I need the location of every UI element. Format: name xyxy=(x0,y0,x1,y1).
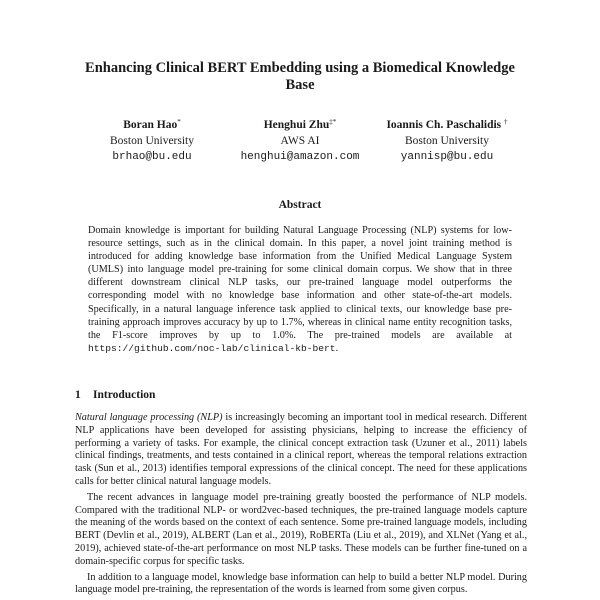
author-name: Henghui Zhu‡* xyxy=(263,118,337,131)
abstract-heading: Abstract xyxy=(278,199,322,211)
abstract-body: Domain knowledge is important for building Natural Language Processing (NLP) systems for low-resource settings, such as in the clinical domain. In this paper, a novel joint training method is introduced for adding knowledge base information from the Unified Medical Language System (UMLS) into language model pre-training for some clinical domain corpus. We show that in three different downstream clinical NLP tasks, our pre-trained language model outperforms the corresponding model with no knowledge base information and other state-of-the-art models. Specifically, in a natural language inference task applied to clinical texts, our knowledge base pre-training approach improves accuracy by up to 1.7%, whereas in clinical name entity recognition tasks, the F1-score improves by up to 1.0%. The pre-trained models are available at https://github.com/noc-lab/clinical-kb-bert. xyxy=(88,225,512,354)
paragraph: Natural language processing (NLP) is increasingly becoming an important tool in medical research. Different NLP applications have been developed for assisting physicians, helping to increase the efficiency of performing a variety of tasks. For example, the clinical concept extraction task (Uzuner et al., 2011) labels clinical findings, treatments, and tests contained in a clinical report, whereas the temporal relations extraction task (Sun et al., 2013) identifies temporal expressions of the clinical concept. The need for these applications calls for better clinical natural language models. xyxy=(75,412,527,487)
author-email[interactable]: brhao@bu.edu xyxy=(112,151,192,163)
author-name: Boran Hao* xyxy=(123,118,181,131)
repo-link[interactable]: https://github.com/noc-lab/clinical-kb-bert xyxy=(88,342,336,354)
section-heading xyxy=(75,389,155,401)
paper-title: Enhancing Clinical BERT Embedding using a Biomedical Knowledge Base xyxy=(85,60,515,93)
author-email[interactable]: yannisp@bu.edu xyxy=(400,151,494,163)
author-3 xyxy=(347,114,547,165)
author-affiliation: Boston University xyxy=(109,135,194,147)
paragraph: The recent advances in language model pre-training greatly boosted the performance of NLP models. Compared with the traditional NLP- or word2vec-based techniques, the pre-trained language models capture the meaning of the words based on the context of each sentence. Some pre-trained language models, including BERT (Devlin et al., 2019), ALBERT (Lan et al., 2019), RoBERTa (Liu et al., 2019), and XLNet (Yang et al., 2019), achieved state-of-the-art performance on most NLP tasks. These models can be further fine-tuned on a domain-specific corpus for specific tasks. xyxy=(75,491,527,567)
section-body xyxy=(75,412,527,600)
author-affiliation: Boston University xyxy=(404,135,489,147)
author-affiliation: AWS AI xyxy=(280,135,320,147)
author-email[interactable]: henghui@amazon.com xyxy=(240,151,360,163)
paragraph: In addition to a language model, knowledge base information can help to build a better NLP model. During language model pre-training, the representation of the words is learned from some given corpus. xyxy=(75,571,527,596)
author-name: Ioannis Ch. Paschalidis † xyxy=(386,118,508,131)
section-title: Introduction xyxy=(93,389,156,401)
author-block xyxy=(0,114,600,164)
section-number: 1 xyxy=(75,389,81,401)
